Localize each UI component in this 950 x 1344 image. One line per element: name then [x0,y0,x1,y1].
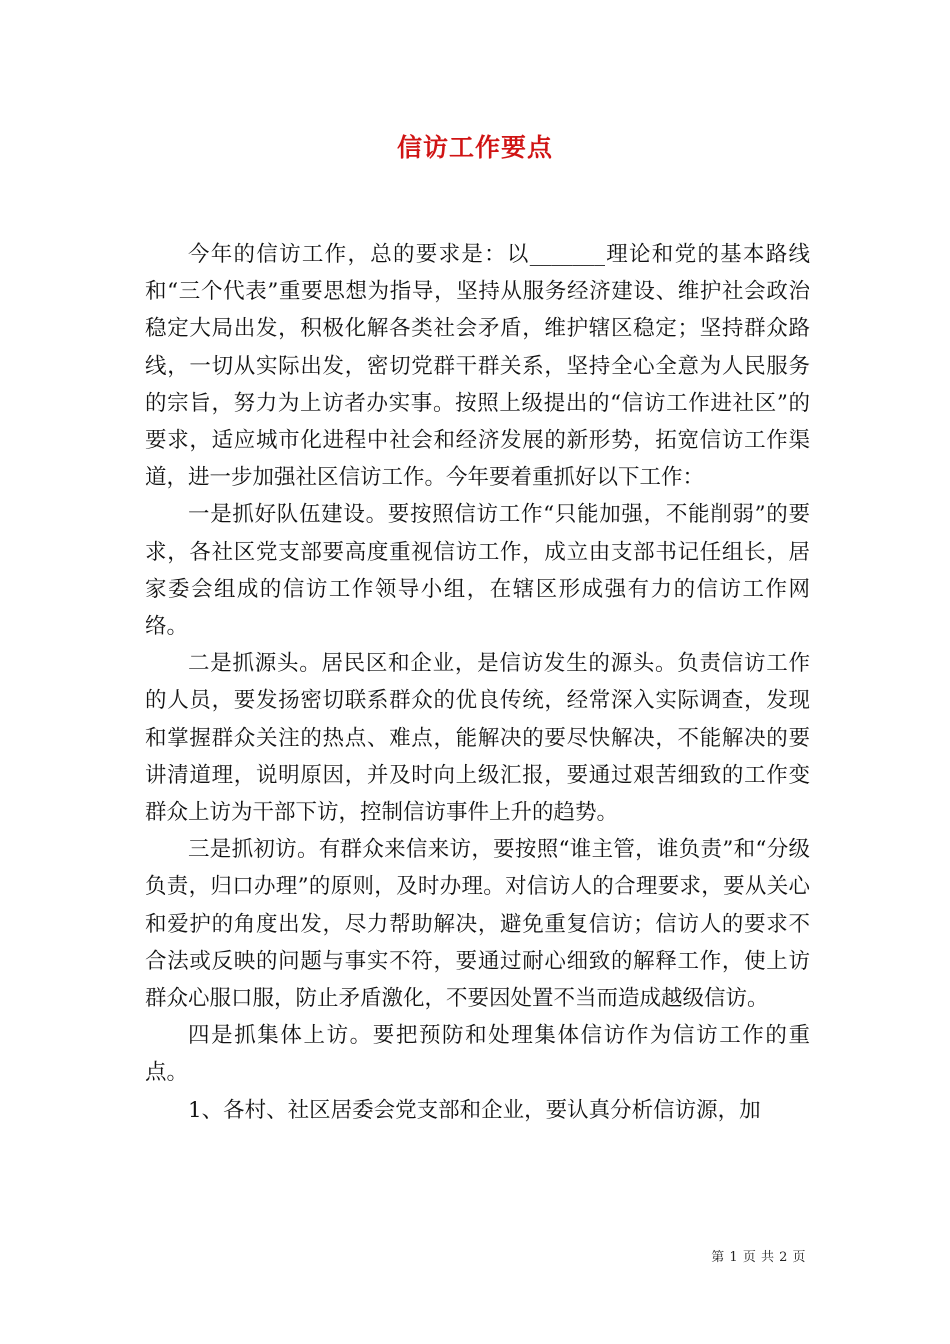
paragraph-intro: 今年的信访工作，总的要求是：以_______理论和党的基本路线和“三个代表”重要思想为指导，坚持从服务经济建设、维护社会政治稳定大局出发，积极化解各类社会矛盾，维护辖区稳定；坚持群众路线，一切从实际出发，密切党群干群关系，坚持全心全意为人民服务的宗旨，努力为上访者办实事。按照上级提出的“信访工作进社区”的要求，适应城市化进程中社会和经济发展的新形势，拓宽信访工作渠道，进一步加强社区信访工作。今年要着重抓好以下工作： [145,242,810,491]
document-body [145,236,810,1129]
paragraph-first-visit: 三是抓初访。有群众来信来访，要按照“谁主管，谁负责”和“分级负责，归口办理”的原则，及时办理。对信访人的合理要求，要从关心和爱护的角度出发，尽力帮助解决，避免重复信访；信访人的要求不合法或反映的问题与事实不符，要通过耐心细致的解释工作，使上访群众心服口服，防止矛盾激化，不要因处置不当而造成越级信访。 [145,837,810,1012]
paragraph-team-building: 一是抓好队伍建设。要按照信访工作“只能加强，不能削弱”的要求，各社区党支部要高度重视信访工作，成立由支部书记任组长，居家委会组成的信访工作领导小组，在辖区形成强有力的信访工作网络。 [145,502,810,640]
document-title: 信访工作要点 [396,133,553,162]
paragraph-item-1: 1、各村、社区居委会党支部和企业，要认真分析信访源，加 [188,1097,761,1123]
paragraph-source: 二是抓源头。居民区和企业，是信访发生的源头。负责信访工作的人员，要发扬密切联系群众的优良传统，经常深入实际调查，发现和掌握群众关注的热点、难点，能解决的要尽快解决，不能解决的要讲清道理，说明原因，并及时向上级汇报，要通过艰苦细致的工作变群众上访为干部下访，控制信访事件上升的趋势。 [145,651,810,826]
paragraph-collective-visit: 四是抓集体上访。要把预防和处理集体信访作为信访工作的重点。 [145,1023,810,1086]
page-number: 第 1 页 共 2 页 [711,1250,806,1265]
